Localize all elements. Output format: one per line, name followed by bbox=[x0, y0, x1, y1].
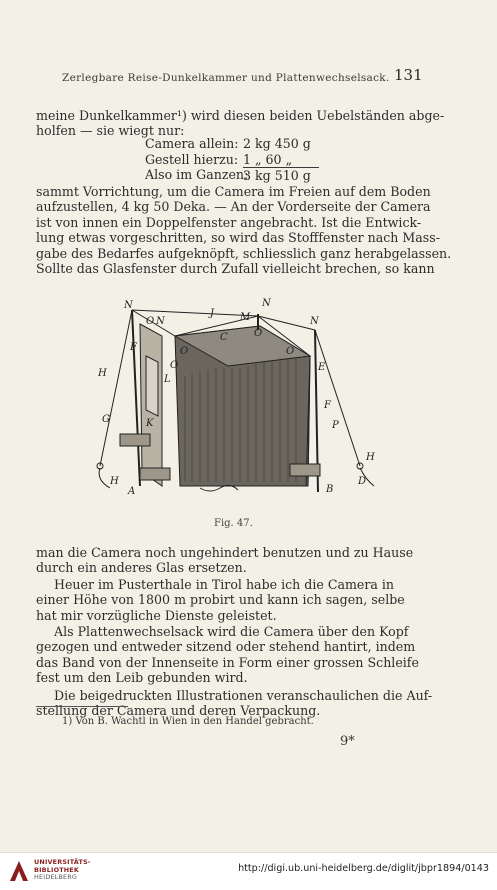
text-line: einer Höhe von 1800 m probirt und kann ich sagen, selbe bbox=[36, 592, 405, 608]
weight-label: Gestell hierzu: bbox=[145, 151, 239, 167]
weight-value: 2 kg 450 g bbox=[243, 136, 311, 151]
paragraph-pusterthal bbox=[36, 577, 428, 623]
darkroom-illustration bbox=[80, 296, 398, 500]
library-logo-icon bbox=[8, 859, 30, 883]
paragraph-changing-bag bbox=[36, 624, 428, 686]
signature-mark: 9* bbox=[340, 734, 355, 749]
fig-label: O bbox=[286, 346, 295, 357]
text-line: meine Dunkelkammer¹) wird diesen beiden Uebelständen abge- bbox=[36, 108, 445, 123]
text-line: hat mir vorzügliche Dienste geleistet. bbox=[36, 607, 277, 623]
text-line: fest um den Leib gebunden wird. bbox=[36, 670, 248, 686]
text-line: Heuer im Pusterthale in Tirol habe ich die Camera in bbox=[54, 577, 395, 592]
fig-label: G bbox=[102, 414, 110, 425]
text-line: stellung der Camera und deren Verpackung. bbox=[36, 703, 321, 719]
fig-label: L bbox=[164, 374, 171, 385]
source-url-link[interactable]: http://digi.ub.uni-heidelberg.de/diglit/jbpr1894/0143 bbox=[238, 863, 489, 874]
fig-label: C bbox=[220, 332, 228, 343]
running-head: Zerlegbare Reise-Dunkelkammer und Plattenwechselsack. bbox=[62, 72, 390, 84]
fig-label: N bbox=[124, 300, 133, 311]
paragraph-illustrations bbox=[36, 688, 433, 719]
fig-label: N bbox=[310, 316, 319, 327]
figure-caption: Fig. 47. bbox=[214, 518, 253, 529]
fig-label: N bbox=[156, 316, 165, 327]
fig-label: F bbox=[324, 400, 331, 411]
text-line: Als Plattenwechselsack wird die Camera über den Kopf bbox=[54, 624, 409, 639]
text-line: aufzustellen, 4 kg 50 Deka. — An der Vorderseite der Camera bbox=[36, 199, 431, 215]
footnote: 1) Von B. Wachtl in Wien in den Handel gebracht. bbox=[62, 716, 314, 727]
fig-label: D bbox=[358, 476, 367, 487]
library-name bbox=[34, 859, 91, 882]
fig-label: J bbox=[210, 308, 215, 319]
weight-table bbox=[145, 136, 319, 184]
fig-label: O bbox=[170, 360, 179, 371]
fig-label: F bbox=[130, 342, 137, 353]
fig-label: E bbox=[318, 362, 326, 373]
library-footer bbox=[0, 852, 497, 890]
fig-label: K bbox=[146, 418, 154, 429]
fig-label: O bbox=[180, 346, 189, 357]
weight-value: 1 „ 60 „ bbox=[243, 151, 293, 167]
library-name-line: UNIVERSITÄTS- bbox=[34, 858, 91, 866]
text-line: gezogen und entweder sitzend oder stehend hantirt, indem bbox=[36, 639, 416, 655]
text-line: das Band von der Innenseite in Form einer grossen Schleife bbox=[36, 654, 419, 670]
text-line: durch ein anderes Glas ersetzen. bbox=[36, 560, 247, 576]
weight-label: Camera allein: bbox=[145, 136, 239, 151]
text-line: sammt Vorrichtung, um die Camera im Freien auf dem Boden bbox=[36, 184, 431, 199]
fig-label: O bbox=[146, 316, 155, 327]
fig-label: O bbox=[254, 328, 263, 339]
fig-label: N bbox=[262, 298, 271, 309]
text-line: gabe des Bedarfes aufgeknöpft, schliesslich ganz herabgelassen. bbox=[36, 245, 452, 261]
weight-row bbox=[145, 152, 319, 168]
paragraph-window bbox=[36, 184, 452, 277]
library-name-line: HEIDELBERG bbox=[34, 873, 78, 882]
page-number: 131 bbox=[394, 66, 423, 84]
weight-value: 3 kg 510 g bbox=[243, 167, 319, 184]
text-line: man die Camera noch ungehindert benutzen und zu Hause bbox=[36, 545, 414, 560]
text-line: lung etwas vorgeschritten, so wird das Stofffenster nach Mass- bbox=[36, 230, 440, 246]
weight-row bbox=[145, 136, 319, 152]
footnote-rule bbox=[36, 706, 128, 707]
fig-label: H bbox=[366, 452, 375, 463]
fig-label: B bbox=[326, 484, 334, 495]
text-line: Die beigedruckten Illustrationen veranschaulichen die Auf- bbox=[54, 688, 433, 703]
library-name-line: BIBLIOTHEK bbox=[34, 865, 80, 874]
paragraph-intro bbox=[36, 108, 445, 139]
fig-label: H bbox=[98, 368, 107, 379]
fig-label: A bbox=[128, 486, 136, 497]
weight-row-total bbox=[145, 167, 319, 184]
text-line: ist von innen ein Doppelfenster angebracht. Ist die Entwick- bbox=[36, 214, 422, 230]
text-line: holfen — sie wiegt nur: bbox=[36, 123, 185, 139]
fig-label: H bbox=[110, 476, 119, 487]
fig-label: P bbox=[332, 420, 339, 431]
paragraph-glass bbox=[36, 545, 428, 576]
weight-label: Also im Ganzen: bbox=[145, 167, 249, 183]
text-line: Sollte das Glasfenster durch Zufall vielleicht brechen, so kann bbox=[36, 261, 435, 277]
fig-label: M bbox=[240, 312, 251, 323]
